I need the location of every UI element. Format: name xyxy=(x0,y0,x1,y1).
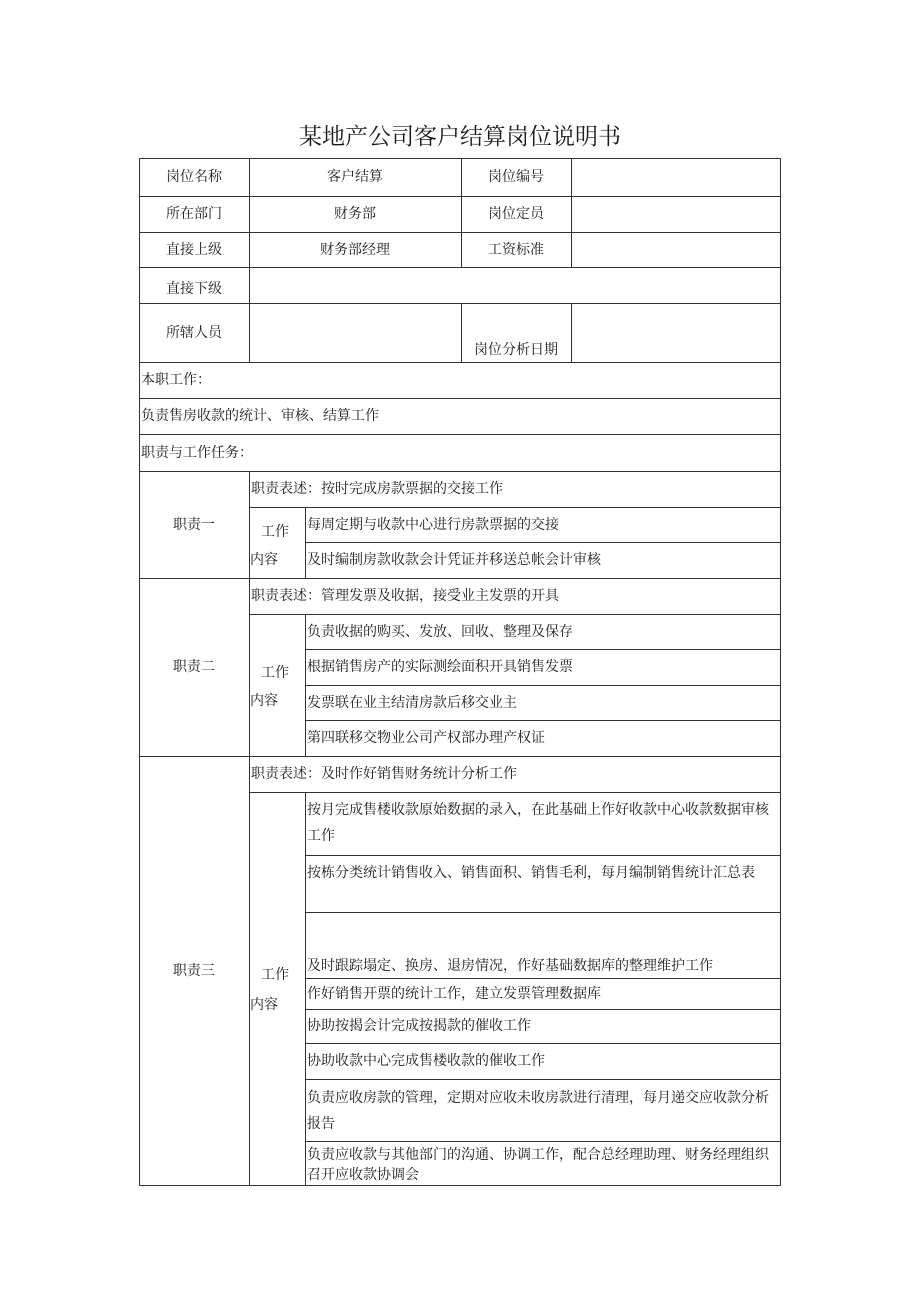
label-position-number: 岗位编号 xyxy=(488,169,544,185)
duty-3-desc: 职责表述：及时作好销售财务统计分析工作 xyxy=(251,766,517,782)
duty-2-item: 根据销售房产的实际测绘面积开具销售发票 xyxy=(307,659,573,675)
duty-1-name: 职责一 xyxy=(173,516,215,533)
duty-2-item: 第四联移交物业公司产权部办理产权证 xyxy=(307,730,545,746)
label-salary-standard: 工资标准 xyxy=(488,241,544,258)
value-salary-standard xyxy=(571,232,781,267)
duty-2-item: 发票联在业主结清房款后移交业主 xyxy=(307,694,517,711)
duty-3-item: 按栋分类统计销售收入、销售面积、销售毛利，每月编制销售统计汇总表 xyxy=(307,865,755,881)
duties-label: 职责与工作任务： xyxy=(141,444,253,461)
label-position-name: 岗位名称 xyxy=(166,169,222,185)
duty-3-work-label xyxy=(249,792,305,1186)
label-staff-under: 所辖人员 xyxy=(166,324,222,341)
value-staff-under xyxy=(249,303,461,362)
duty-3-item: 协助按揭会计完成按揭款的催收工作 xyxy=(307,1018,531,1034)
main-work-content: 负责售房收款的统计、审核、结算工作 xyxy=(141,408,379,424)
duty-1-work-label xyxy=(249,507,305,578)
duty-2-item: 负责收据的购买、发放、回收、整理及保存 xyxy=(307,623,573,640)
duty-2-name: 职责二 xyxy=(173,659,215,675)
label-direct-superior: 直接上级 xyxy=(166,241,222,258)
duty-3-item: 协助收款中心完成售楼收款的催收工作 xyxy=(307,1053,545,1069)
value-headcount xyxy=(571,196,781,232)
duty-2-work-label xyxy=(249,614,305,756)
duty-1-item: 及时编制房款收款会计凭证并移送总帐会计审核 xyxy=(307,552,601,568)
duty-3-name: 职责三 xyxy=(173,963,215,979)
duty-3-item: 负责应收款与其他部门的沟通、协调工作，配合总经理助理、财务经理组织召开应收款协调会 xyxy=(307,1147,769,1183)
duty-1-desc: 职责表述：按时完成房款票据的交接工作 xyxy=(251,481,503,497)
duty-3-item: 作好销售开票的统计工作，建立发票管理数据库 xyxy=(307,985,601,1002)
value-analysis-date xyxy=(571,303,781,362)
label-department: 所在部门 xyxy=(166,206,222,222)
duty-3-item: 按月完成售楼收款原始数据的录入，在此基础上作好收款中心收款数据审核工作 xyxy=(307,802,769,844)
page-title: 某地产公司客户结算岗位说明书 xyxy=(299,124,621,150)
value-direct-subordinate xyxy=(249,267,781,303)
duty-3-item: 负责应收房款的管理，定期对应收未收房款进行清理，每月递交应收款分析报告 xyxy=(307,1090,769,1132)
work-label-line1: 工作 xyxy=(261,665,289,681)
duty-2-desc: 职责表述：管理发票及收据，接受业主发票的开具 xyxy=(251,588,559,604)
duty-3-item: 及时跟踪塌定、换房、退房情况，作好基础数据库的整理维护工作 xyxy=(307,958,713,974)
value-direct-superior: 财务部经理 xyxy=(320,241,390,258)
value-department: 财务部 xyxy=(334,206,376,222)
work-label-line1: 工作 xyxy=(261,524,289,540)
work-label-line1: 工作 xyxy=(261,967,289,983)
duty-1-item: 每周定期与收款中心进行房款票据的交接 xyxy=(307,516,559,533)
work-label-line2: 内容 xyxy=(250,693,278,709)
label-direct-subordinate: 直接下级 xyxy=(166,281,222,297)
work-label-line2: 内容 xyxy=(250,997,278,1013)
label-headcount: 岗位定员 xyxy=(488,206,544,222)
main-work-label: 本职工作： xyxy=(141,372,211,388)
value-position-number xyxy=(571,158,781,196)
label-analysis-date: 岗位分析日期 xyxy=(474,342,558,358)
work-label-line2: 内容 xyxy=(250,552,278,568)
value-position-name: 客户结算 xyxy=(327,169,383,185)
